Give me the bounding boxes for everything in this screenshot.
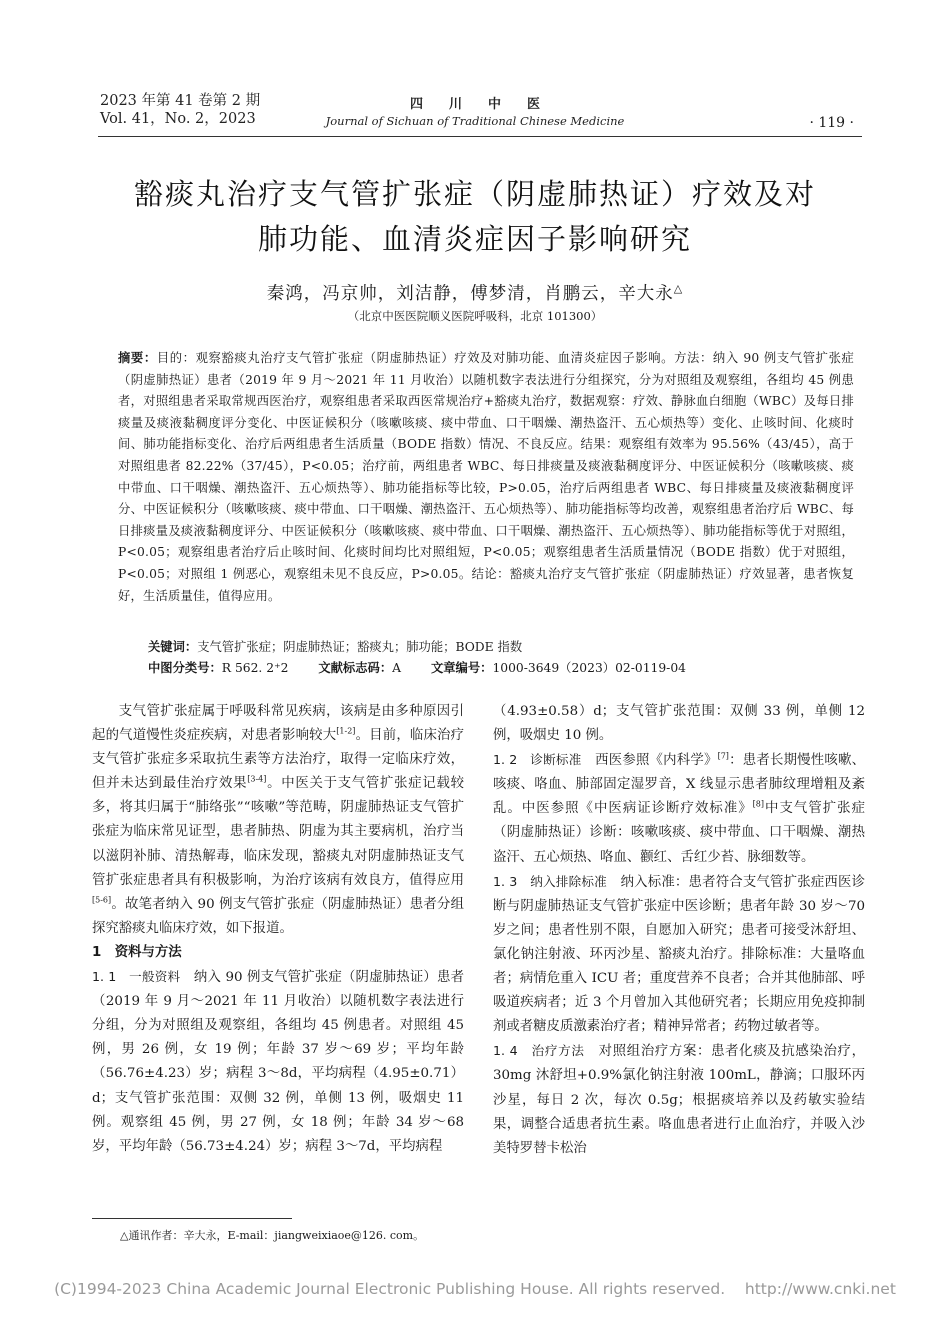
authors: 秦鸿，冯京帅，刘洁静，傅梦清，肖鹏云，辛大永 — [266, 284, 674, 304]
abstract-label: 摘要： — [118, 351, 157, 365]
paragraph-1-2-text-a: 西医参照《内科学》 — [581, 753, 718, 769]
keywords-label: 关键词： — [148, 640, 198, 654]
keywords-text: 支气管扩张症；阴虚肺热证；豁痰丸；肺功能；BODE 指数 — [197, 640, 523, 654]
issue-zh: 2023 年第 41 卷第 2 期 — [100, 93, 261, 109]
citation: [7] — [717, 751, 729, 761]
keywords — [148, 637, 854, 658]
paper-title — [60, 172, 890, 262]
citation: [8] — [752, 799, 765, 809]
intro-paragraph — [92, 700, 464, 941]
section-heading-1: 1 资料与方法 — [92, 944, 182, 960]
citation: [3-4] — [247, 774, 267, 784]
journal-name-zh: 四川中医 — [409, 97, 566, 112]
intro-text-2: 。目前，临床治疗支气管扩张症多采取抗生素等方法治疗，取得一定临床疗效，但并未达到最佳治疗效果 — [92, 728, 464, 792]
intro-text-4: 。故笔者纳入 90 例支气管扩张症（阴虚肺热证）患者分组探究豁痰丸临床疗效，如下报道。 — [92, 896, 464, 936]
doc-code-label: 文献标志码： — [318, 661, 393, 675]
affiliation: （北京中医医院顺义医院呼吸科，北京 101300） — [347, 309, 603, 323]
citation: [1-2] — [336, 726, 356, 736]
article-number: 1000-3649（2023）02-0119-04 — [492, 661, 686, 675]
paragraph-1-1-text: 纳入 90 例支气管扩张症（阴虚肺热证）患者（2019 年 9 月～2021 年 11 月收治）以随机数字表法进行分组，分为对照组及观察组，各组均 45 例患者。对照组 45 例，男 26 例，女 19 例；年龄 37 岁～69 岁；平均年龄（56.76±4.23）岁；病程 3～8d，平均病程（4.95±0.71）d；支气管扩张范围：双侧 32 例，单侧 13 例，吸烟史 11 例。观察组 45 例，男 27 例，女 18 例；年龄 34 岁～68 岁，平均年龄（56.73±4.24）岁；病程 3～7d，平均病程 — [92, 970, 464, 1154]
title-line-1: 豁痰丸治疗支气管扩张症（阴虚肺热证）疗效及对 — [133, 177, 816, 211]
paragraph-1-3 — [493, 870, 865, 1040]
corresponding-mark: △ — [673, 282, 684, 296]
footnote: △通讯作者：辛大永，E-mail：jiangweixiaoe@126. com。 — [120, 1229, 425, 1242]
abstract-text: 目的：观察豁痰丸治疗支气管扩张症（阴虚肺热证）疗效及对肺功能、血清炎症因子影响。方法：纳入 90 例支气管扩张症（阴虚肺热证）患者（2019 年 9 月～2021 年 11 月收治）以随机数字表法进行分组探究，分为对照组及观察组，各组均 45 例患者，对照组患者采取常规西医治疗，观察组患者采取西医常规治疗+豁痰丸治疗，数据观察：疗效、静脉血白细胞（WBC）及每日排痰量及痰液黏稠度评分变化、中医证候积分（咳嗽咳痰、痰中带血、口干咽燥、潮热盗汗、五心烦热等）变化、止咳时间、化痰时间、肺功能指标变化、治疗后两组患者生活质量（BODE 指数）情况、不良反应。结果：观察组有效率为 95.56%（43/45），高于对照组患者 82.22%（37/45），P<0.05；治疗前，两组患者 WBC、每日排痰量及痰液黏稠度评分、中医证候积分（咳嗽咳痰、痰中带血、口干咽燥、潮热盗汗、五心烦热等）、肺功能指标等比较，P>0.05，治疗后两组患者 WBC、每日排痰量及痰液黏稠度评分、中医证候积分（咳嗽咳痰、痰中带血、口干咽燥、潮热盗汗、五心烦热等）、肺功能指标等均改善，观察组患者治疗后 WBC、每日排痰量及痰液黏稠度评分、中医证候积分（咳嗽咳痰、痰中带血、口干咽燥、潮热盗汗、五心烦热等）、肺功能指标等优于对照组，P<0.05；观察组患者治疗后止咳时间、化痰时间均比对照组短，P<0.05；观察组患者生活质量情况（BODE 指数）优于对照组，P<0.05；对照组 1 例恶心，观察组未见不良反应，P>0.05。结论：豁痰丸治疗支气管扩张症（阴虚肺热证）疗效显著，患者恢复好，生活质量佳，值得应用。 — [118, 351, 855, 603]
page-number: · 119 · — [809, 115, 854, 131]
paragraph-1-3-text: 纳入标准：患者符合支气管扩张症西医诊断与阴虚肺热证支气管扩张症中医诊断；患者年龄 30 岁～70 岁之间；患者性别不限，自愿加入研究；患者可接受沐舒坦、氯化钠注射液、环丙沙星、豁痰丸治疗。排除标准：大量咯血者；病情危重入 ICU 者；重度营养不良者；合并其他肺部、呼吸道疾病者；近 3 个月曾加入其他研究者；长期应用免疫抑制剂或者糖皮质激素治疗者；精神异常者；药物过敏者等。 — [493, 874, 865, 1035]
paragraph-1-2 — [493, 748, 865, 869]
footnote-rule — [92, 1218, 292, 1219]
journal-name — [300, 93, 650, 128]
article-number-label: 文章编号： — [430, 661, 493, 675]
issue-info — [100, 92, 260, 128]
paragraph-1-4 — [493, 1039, 865, 1160]
paragraph-1-2-text-c: 中支气管扩张症（阴虚肺热证）诊断：咳嗽咳痰、痰中带血、口干咽燥、潮热盗汗、五心烦热、咯血、颧红、舌红少苔、脉细数等。 — [493, 801, 865, 865]
paragraph-1-1-continued: （4.93±0.58）d；支气管扩张范围：双侧 33 例，单侧 12 例，吸烟史 10 例。 — [493, 704, 865, 744]
header-rule — [98, 136, 862, 137]
subsection-heading-1-1: 1. 1 一般资料 — [92, 969, 181, 985]
body-column-left — [92, 700, 464, 1159]
subsection-heading-1-4: 1. 4 治疗方法 — [493, 1043, 585, 1059]
author-list — [60, 280, 890, 305]
title-line-2: 肺功能、血清炎症因子影响研究 — [257, 222, 692, 256]
copyright-watermark: (C)1994-2023 China Academic Journal Electronic Publishing House. All rights reserved. http://www.cnki.net — [54, 1280, 896, 1298]
intro-text-1: 支气管扩张症属于呼吸科常见疾病，该病是由多种原因引起的气道慢性炎症疾病，对患者影响较大 — [92, 704, 464, 744]
issue-en: Vol. 41，No. 2，2023 — [100, 111, 256, 127]
article-meta — [148, 658, 868, 679]
abstract — [118, 348, 854, 607]
journal-name-en: Journal of Sichuan of Traditional Chinese Medicine — [325, 114, 625, 128]
intro-text-3: 。中医关于支气管扩张症记载较多，将其归属于“肺络张”“咳嗽”等范畴，阴虚肺热证支气管扩张症为临床常见证型，患者肺热、阴虚为其主要病机，治疗当以滋阴补肺、清热解毒，临床发现，豁痰丸对阴虚肺热证支气管扩张症患者具有积极影响，为治疗该病有效良方，值得应用 — [92, 776, 464, 888]
paragraph-1-2-text-b: ：患者长期慢性咳嗽、咳痰、咯血、肺部固定湿罗音，X 线显示患者肺纹理增粗及紊乱。中医参照《中医病证诊断疗效标准》 — [493, 753, 866, 817]
clc-label: 中图分类号： — [148, 661, 222, 675]
doc-code: A — [392, 661, 402, 675]
subsection-heading-1-3: 1. 3 纳入排除标准 — [493, 873, 607, 889]
body-column-right — [493, 700, 865, 1161]
clc-number: R 562. 2⁺2 — [221, 661, 289, 675]
paragraph-1-4-text: 对照组治疗方案：患者化痰及抗感染治疗，30mg 沐舒坦+0.9%氯化钠注射液 100mL，静滴；口服环丙沙星，每日 2 次，每次 0.5g；根据痰培养以及药敏实验结果，调整合适患者抗生素。咯血患者进行止血治疗，并吸入沙美特罗替卡松治 — [493, 1044, 865, 1156]
citation: [5-6] — [92, 895, 112, 905]
paragraph-1-1 — [92, 965, 464, 1159]
subsection-heading-1-2: 1. 2 诊断标准 — [493, 752, 582, 768]
